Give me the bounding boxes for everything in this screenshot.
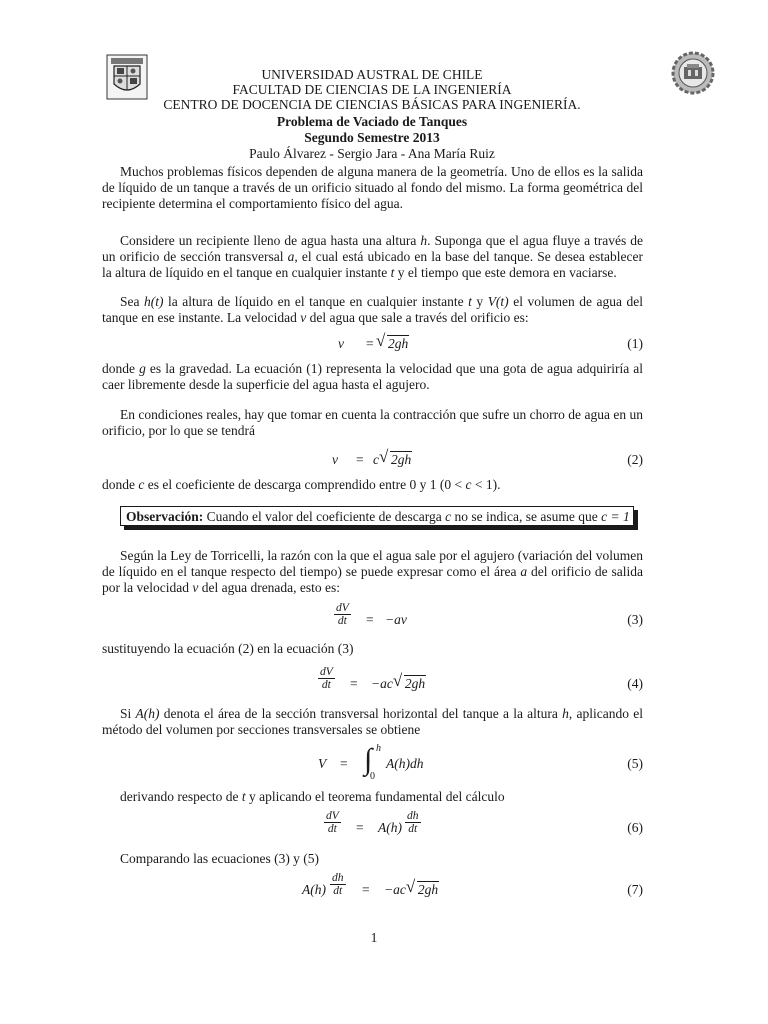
var-v: v [300, 310, 307, 325]
observation-label: Observación: [126, 509, 204, 524]
var-c: c [138, 477, 145, 492]
var-c: c [465, 477, 472, 492]
p2-text-a: Considere un recipiente lleno de agua hasta una altura [120, 233, 421, 248]
eq3-equals: = [366, 612, 374, 627]
paragraph-substituting [102, 641, 643, 657]
eq2-lhs: v [332, 452, 338, 467]
p9-text-c: , aplicando el método del volumen por secciones transversales se obtiene [102, 706, 643, 737]
eq4-fraction [318, 666, 335, 691]
var-h: h [420, 233, 428, 248]
p10-text-b: y aplicando el teorema fundamental del cálculo [245, 789, 505, 804]
sqrt-sign: √ [376, 331, 386, 350]
eq4-number: (4) [627, 676, 643, 691]
fraction-denominator: dt [321, 679, 331, 691]
document-semester: Segundo Semestre 2013 [304, 130, 440, 145]
p3-text-d: el volumen de agua del tanque en ese instante. La velocidad [102, 294, 643, 325]
paragraph-torricelli [102, 548, 643, 596]
fraction-numerator: dh [332, 872, 344, 884]
eq1-lhs: v [338, 336, 344, 351]
observation-text: Cuando el valor del coeficiente de descarga [203, 509, 446, 524]
fraction-numerator: dV [336, 602, 349, 614]
observation-text2: no se indica, se asume que [451, 509, 602, 524]
paragraph-consider [102, 233, 643, 281]
p4-text-a: donde [102, 361, 140, 376]
eq5-number: (5) [627, 756, 643, 771]
header-university: UNIVERSIDAD AUSTRAL DE CHILE [261, 67, 483, 82]
observation-equation: c = 1 [601, 509, 630, 524]
fraction-denominator: dt [333, 885, 343, 897]
var-t: t [241, 789, 246, 804]
p3-text-a: Sea [120, 294, 145, 309]
var-g: g [139, 361, 146, 376]
paragraph-comparing [102, 851, 643, 867]
var-vt: V(t) [487, 294, 509, 309]
eq3-number: (3) [627, 612, 643, 627]
eq5-lhs: V [318, 756, 327, 771]
p6-text-d: < 1). [471, 477, 501, 492]
p6-text-a: donde [102, 477, 139, 492]
eq4-coef: −ac [371, 676, 393, 691]
p9-text-a: Si [120, 706, 136, 721]
observation-box [120, 506, 634, 526]
eq6-fraction-left [324, 810, 341, 835]
integral-lower-limit: 0 [370, 771, 375, 782]
header-center: CENTRO DE DOCENCIA DE CIENCIAS BÁSICAS PARA INGENIERÍA. [163, 97, 581, 112]
p2-text-b: . Suponga que el agua fluye a través de un orificio de sección transversal [102, 233, 643, 264]
eq7-coef: −ac [384, 882, 406, 897]
eq7-radicand: 2gh [417, 882, 439, 897]
p6-text-b: es el coeficiente de descarga comprendido entre 0 y 1 (0 < [144, 477, 466, 492]
eq5-integrand: A(h)dh [386, 756, 424, 771]
fraction-denominator: dt [337, 615, 347, 627]
equation-3 [102, 602, 643, 642]
fraction-numerator: dV [320, 666, 333, 678]
p4-text-b: es la gravedad. La ecuación (1) representa la velocidad que una gota de agua adquiriría al caer libremente desde la superficie del agua hasta el agujero. [102, 361, 643, 392]
p8-text: sustituyendo la ecuación (2) en la ecuación (3) [102, 641, 354, 656]
p11-text: Comparando las ecuaciones (3) y (5) [120, 851, 320, 866]
eq7-fraction [330, 872, 346, 897]
sqrt-sign: √ [405, 877, 416, 896]
fraction-denominator: dt [408, 823, 418, 835]
p5-text: En condiciones reales, hay que tomar en cuenta la contracción que sufre un chorro de agua en un orificio, por lo que se tendrá [102, 407, 643, 438]
faculty-gear-logo [671, 50, 715, 96]
sqrt-sign: √ [392, 671, 403, 690]
eq3-rhs: −av [385, 612, 407, 627]
p3-text-c: y [471, 294, 488, 309]
p3-text-b: la altura de líquido en el tanque en cualquier instante [163, 294, 469, 309]
fraction-numerator: dV [326, 810, 339, 822]
var-ah: A(h) [135, 706, 160, 721]
p2-text-c: , el cual está ubicado en la base del tanque. Se desea establecer la altura de líquido en el tanque en cualquier instante [102, 249, 643, 280]
p9-text-b: denota el área de la sección transversal horizontal del tanque a la altura [159, 706, 563, 721]
eq4-radicand: 2gh [404, 676, 426, 691]
eq6-number: (6) [627, 820, 643, 835]
document-authors: Paulo Álvarez - Sergio Jara - Ana María Ruiz [249, 146, 495, 161]
eq2-equals: = [356, 452, 364, 467]
eq2-radicand: 2gh [391, 452, 412, 467]
equation-6 [102, 810, 643, 850]
var-v: v [192, 580, 199, 595]
p10-text-a: derivando respecto de [120, 789, 242, 804]
p3-text-e: del agua que sale a través del orificio es: [306, 310, 529, 325]
fraction-numerator: dh [407, 810, 419, 822]
p7-text-c: del agua drenada, esto es: [198, 580, 341, 595]
equation-7 [102, 872, 643, 912]
fraction-denominator: dt [327, 823, 337, 835]
var-a: a [520, 564, 528, 579]
var-ht: h(t) [144, 294, 164, 309]
var-a: a [287, 249, 295, 264]
eq7-ah: A(h) [302, 882, 326, 897]
paragraph-coefficient [102, 477, 643, 493]
eq7-equals: = [362, 882, 370, 897]
var-t: t [468, 294, 472, 309]
equation-4 [102, 666, 643, 706]
eq5-equals: = [340, 756, 348, 771]
equation-5 [102, 745, 643, 787]
eq6-equals: = [356, 820, 364, 835]
integral-upper-limit: h [376, 743, 381, 754]
p7-text-a: Según la Ley de Torricelli, la razón con la que el agua sale por el agujero (variación del volumen de líquido en el tanque respecto del tiempo) se puede expresar como el área [102, 548, 643, 579]
eq1-radicand: 2gh [388, 336, 409, 351]
document-title: Problema de Vaciado de Tanques [276, 114, 468, 129]
eq3-fraction [334, 602, 351, 627]
paragraph-deriving [102, 789, 643, 805]
paragraph-definitions [102, 294, 643, 326]
paragraph-real-conditions [102, 407, 643, 439]
eq7-number: (7) [627, 882, 643, 897]
eq2-number: (2) [627, 452, 643, 467]
var-h: h [562, 706, 569, 721]
eq6-ah: A(h) [378, 820, 402, 835]
sqrt-sign: √ [379, 447, 389, 466]
var-c: c [445, 509, 452, 524]
eq4-equals: = [350, 676, 358, 691]
var-t: t [390, 265, 395, 280]
p7-text-b: del orificio de salida por la velocidad [102, 564, 643, 595]
paragraph-intro-text: Muchos problemas físicos dependen de alguna manera de la geometría. Uno de ellos es la salida de líquido de un tanque a través de un orificio situado al fondo del mismo. La forma geométrica del recipiente determina el comportamiento físico del agua. [102, 164, 643, 211]
header-faculty: FACULTAD DE CIENCIAS DE LA INGENIERÍA [232, 82, 512, 97]
p2-text-d: y el tiempo que este demora en vaciarse. [394, 265, 617, 280]
integral-sign: ∫ [364, 743, 373, 776]
eq1-equals: = [366, 336, 374, 351]
paragraph-cross-section [102, 706, 643, 738]
page-number: 1 [370, 930, 378, 945]
eq2-coef: c [373, 452, 379, 467]
eq1-number: (1) [627, 336, 643, 351]
paragraph-intro [102, 164, 643, 212]
paragraph-gravity [102, 361, 643, 393]
eq6-fraction-right [405, 810, 421, 835]
